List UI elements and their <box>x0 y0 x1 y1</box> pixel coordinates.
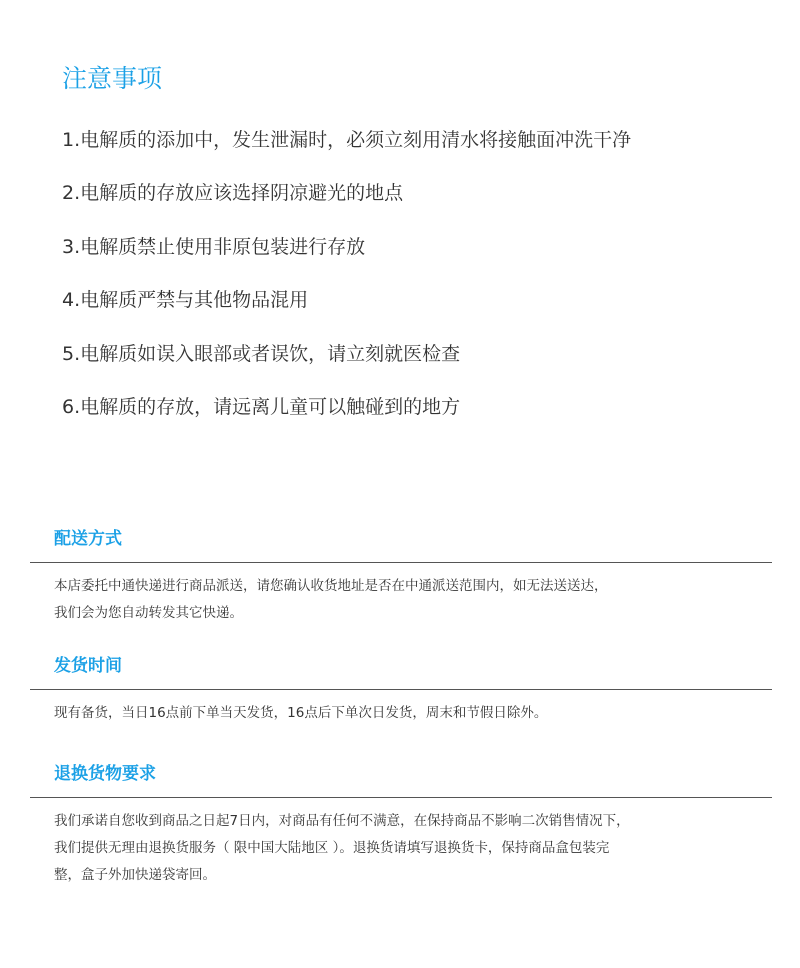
notice-list <box>62 126 631 446</box>
shipping-text-line: 我们会为您自动转发其它快递。 <box>54 605 243 621</box>
returns-text-line: 我们提供无理由退换货服务（ 限中国大陆地区 ）。退换货请填写退换货卡，保持商品盒包装完 <box>54 840 610 856</box>
returns-text-line: 整，盒子外加快递袋寄回。 <box>54 867 216 883</box>
notice-title: 注意事项 <box>62 64 163 93</box>
notice-item: 2.电解质的存放应该选择阴凉避光的地点 <box>62 182 404 205</box>
notice-item: 4.电解质严禁与其他物品混用 <box>62 289 309 312</box>
notice-item: 5.电解质如误入眼部或者误饮，请立刻就医检查 <box>62 342 461 365</box>
notice-item: 1.电解质的添加中，发生泄漏时，必须立刻用清水将接触面冲洗干净 <box>62 129 632 151</box>
shipping-text-line: 本店委托中通快递进行商品派送，请您确认收货地址是否在中通派送范围内，如无法送送达， <box>54 578 608 594</box>
returns-text <box>54 808 630 889</box>
shipping-text <box>54 573 608 627</box>
shipping-divider <box>30 562 772 563</box>
shipping-title: 配送方式 <box>54 529 122 549</box>
returns-text-line: 我们承诺自您收到商品之日起7日内，对商品有任何不满意，在保持商品不影响二次销售情况下， <box>54 813 630 829</box>
notice-item: 3.电解质禁止使用非原包装进行存放 <box>62 235 366 258</box>
delivery-time-title: 发货时间 <box>54 656 122 676</box>
returns-divider <box>30 797 772 798</box>
delivery-time-text <box>54 700 547 727</box>
returns-title: 退换货物要求 <box>54 764 156 784</box>
delivery-time-text-line: 现有备货，当日16点前下单当天发货，16点后下单次日发货，周末和节假日除外。 <box>54 705 548 721</box>
delivery-time-divider <box>30 689 772 690</box>
notice-item: 6.电解质的存放，请远离儿童可以触碰到的地方 <box>62 395 461 418</box>
